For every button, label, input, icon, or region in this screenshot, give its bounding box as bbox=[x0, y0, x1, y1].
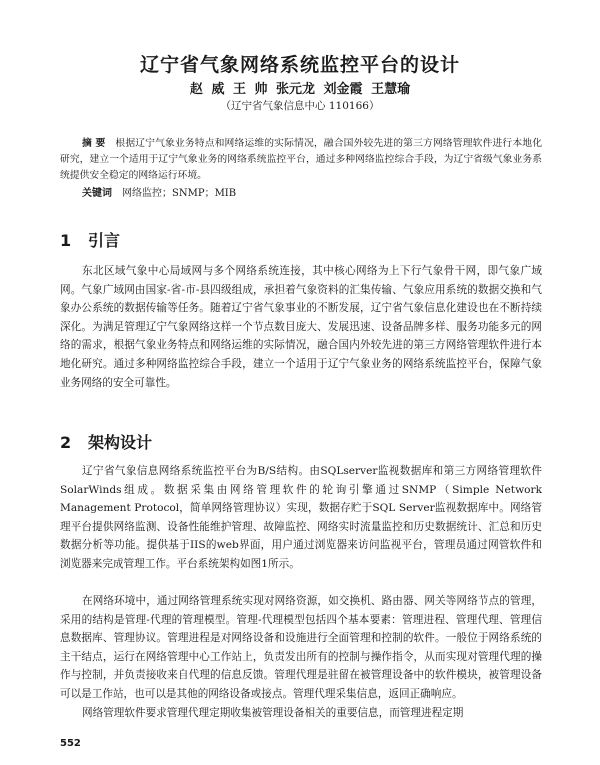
page-number: 552 bbox=[60, 738, 81, 749]
paper-title: 辽宁省气象网络系统监控平台的设计 bbox=[139, 54, 460, 76]
section-heading-architecture bbox=[60, 430, 152, 453]
abstract-text: 根据辽宁气象业务特点和网络运维的实际情况，融合国外较先进的第三方网络管理软件进行本地化研究，建立一个适用于辽宁气象业务的网络系统监控平台，通过多种网络监控综合手段，为辽宁省级气象业务系统提供安全稳定的网络运行环境。 bbox=[60, 138, 542, 181]
section-title: 引言 bbox=[88, 231, 121, 250]
section-heading-introduction bbox=[60, 228, 120, 251]
section-number: 2 bbox=[60, 433, 72, 452]
body-paragraph: 辽宁省气象信息网络系统监控平台为B/S结构。由SQLserver监视数据库和第三方网络管理软件SolarWinds组成。数据采集由网络管理软件的轮询引擎通过SNMP（Simple Network Management Protocol，简单网络管理协议）实现，数据存贮于SQL Server监视数据库中。网络管理平台提供网络监测、设备性能维护管理、故障监控、网络实时流量监控和历史数据统计、汇总和历史数据分析等功能。提供基于IIS的web界面，用户通过浏览器来访问监视平台，管理员通过网管软件和浏览器来完成管理工作。平台系统架构如图1所示。 bbox=[60, 465, 542, 570]
keywords bbox=[82, 186, 542, 202]
body-paragraph: 在网络环境中，通过网络管理系统实现对网络资源，如交换机、路由器、网关等网络节点的管理，采用的结构是管理-代理的管理模型。管理-代理模型包括四个基本要素：管理进程、管理代理、管理信息数据库、管理协议。管理进程是对网络设备和设施进行全面管理和控制的软件。一般位于网络系统的主干结点，运行在网络管理中心工作站上，负责发出所有的控制与操作指令，从而实现对管理代理的操作与控制，并负责接收来自代理的信息反馈。管理代理是驻留在被管理设备中的软件模块，被管理设备可以是工作站，也可以是其他的网络设备或接点。管理代理采集信息，返回正确响应。 bbox=[60, 595, 542, 700]
section-number: 1 bbox=[60, 231, 72, 250]
authors: 赵 威 王 帅 张元龙 刘金霞 王慧瑜 bbox=[189, 82, 411, 97]
body-paragraph: 网络管理软件要求管理代理定期收集被管理设备相关的重要信息，而管理进程定期 bbox=[82, 707, 464, 719]
keywords-label: 关键词 bbox=[82, 188, 112, 199]
abstract-label: 摘 要 bbox=[82, 138, 106, 149]
abstract bbox=[60, 136, 542, 184]
affiliation: （辽宁省气象信息中心 110166） bbox=[220, 100, 380, 112]
body-paragraph: 东北区域气象中心局域网与多个网络系统连接，其中核心网络为上下行气象骨干网，即气象广域网。气象广域网由国家-省-市-县四级组成，承担着气象资料的汇集传输、气象应用系统的数据交换和气象办公系统的数据传输等任务。随着辽宁省气象事业的不断发展，辽宁省气象信息化建设也在不断持续深化。为满足管理辽宁气象网络这样一个节点数目庞大、发展迅速、设备品牌多样、服务功能多元的网络的需求，根据气象业务特点和网络运维的实际情况，融合国内外较先进的第三方网络管理软件进行本地化研究。通过多种网络监控综合手段，建立一个适用于辽宁气象业务的网络系统监控平台，保障气象业务网络的安全可靠性。 bbox=[60, 265, 542, 389]
keywords-text: 网络监控；SNMP；MIB bbox=[122, 188, 237, 199]
section-title: 架构设计 bbox=[88, 433, 153, 452]
